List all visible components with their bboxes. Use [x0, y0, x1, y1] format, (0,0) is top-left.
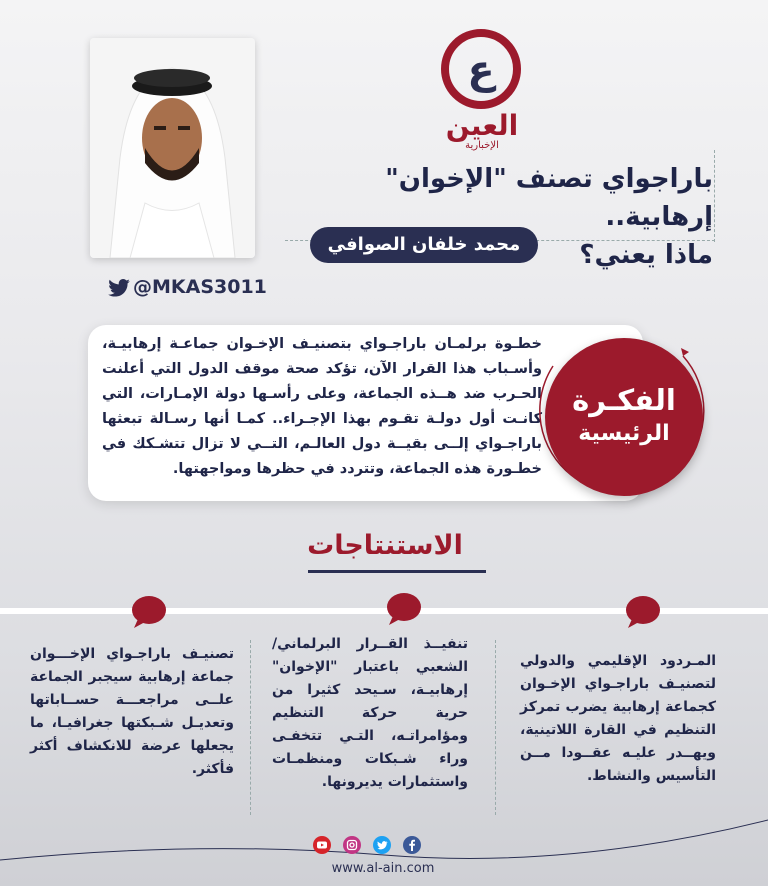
website-url[interactable]: www.al-ain.com [331, 861, 435, 876]
author-twitter-handle[interactable]: @MKAS3011 [133, 276, 267, 298]
logo-letter: ع [467, 47, 495, 93]
column-divider [495, 640, 497, 815]
logo-subtitle: الإخبارية [465, 140, 499, 151]
conclusion-item-2: تنفيــذ القــرار البرلماني/الشعبي باعتبار "الإخوان" إرهابيـة، سـيحد كثيرا من حرية حركة التنظيم ومؤامراتـه، التـي تتخفـى وراء شـبكات ومنظمـات واستثمارات يديرونها. [272, 636, 468, 790]
headline-divider-vertical [714, 150, 715, 242]
speech-bubble-icon [130, 595, 168, 629]
main-idea-title: الفكـرة [572, 383, 676, 417]
speech-bubble-icon [385, 592, 423, 626]
author-name-badge: محمد خلفان الصوافي [310, 227, 538, 263]
main-idea-text: خطـوة برلمـان باراجـواي بتصنيـف الإخـوان جماعـة إرهابيـة، وأسـباب هذا القرار الآن، تؤكد صحة موقف الدول التي أعلنت الحـرب ضد هــذه الجماعة، وعلى رأسـها دولة الإمـارات، التي كانـت أول دولـة تقـوم بهذا الإجـراء.. كمـا أنها رسـالة تبعثها باراجـواي إلــى بقيــة دول العالـم، التــي لا تزال تتشـكك في خطـورة هذه الجماعة، وتتردد في حظرها ومواجهتها. [102, 336, 542, 477]
youtube-icon[interactable] [313, 836, 331, 854]
speech-bubble-icon [624, 595, 662, 629]
headline-line-1: باراجواي تصنف "الإخوان" إرهابية.. [385, 164, 713, 232]
conclusions-title: الاستنتاجات [307, 530, 463, 561]
twitter-bird-icon [108, 279, 130, 297]
conclusions-underline [308, 570, 486, 573]
headline-line-2: ماذا يعني؟ [579, 240, 713, 270]
twitter-icon[interactable] [373, 836, 391, 854]
conclusion-item-3: تصنيـف باراجـواي الإخـــوان جماعة إرهابية سيجبر الجماعة علــى مراجعـــة حســاباتها وتعديـل شـبكتها جغرافيـا، ما يجعلها عرضة للانكشاف أكثر فأكثر. [30, 646, 234, 777]
facebook-icon[interactable] [403, 836, 421, 854]
conclusion-item-1: المـردود الإقليمي والدولي لتصنيـف باراجـواي الإخـوان كجماعة إرهابية يضرب تمركز التنظيم في القارة اللاتينية، ويهــدر عليـه عقــودا مــن التأسيس والنشاط. [520, 653, 716, 784]
column-divider [250, 640, 252, 815]
al-ain-logo [440, 28, 522, 110]
author-photo [90, 38, 255, 258]
logo-wordmark: العين [445, 109, 519, 142]
instagram-icon[interactable] [343, 836, 361, 854]
main-idea-badge [545, 338, 703, 496]
main-idea-subtitle: الرئيسية [578, 421, 670, 446]
